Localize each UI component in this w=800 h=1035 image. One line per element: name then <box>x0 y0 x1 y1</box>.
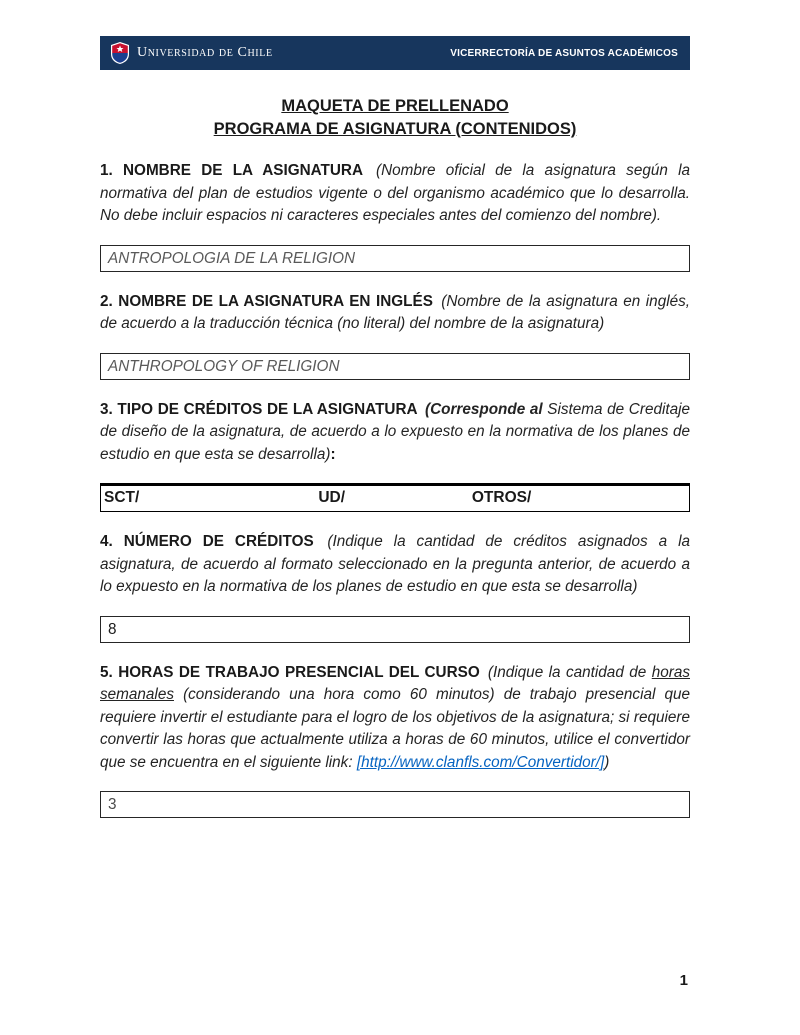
section-4-description: (Indique la cantidad de créditos asignados a la asignatura, de acuerdo al formato seleccionado en la pregunta anterior, de acuerdo a lo expuesto en la normativa de los planes de estudio en que esta se desarrolla) <box>100 533 691 595</box>
presential-hours-field[interactable]: 3 <box>100 791 690 818</box>
title-line-2: PROGRAMA DE ASIGNATURA (CONTENIDOS) <box>213 120 577 138</box>
section-1-title: 1. NOMBRE DE LA ASIGNATURA <box>100 162 364 179</box>
course-name-english-field[interactable]: ANTHROPOLOGY OF RELIGION <box>100 353 690 380</box>
convertidor-link[interactable]: [http://www.clanfls.com/Convertidor/] <box>356 753 605 771</box>
university-crest-icon <box>110 41 130 65</box>
section-2-title: 2. NOMBRE DE LA ASIGNATURA EN INGLÉS <box>100 292 433 310</box>
section-4-title: 4. NÚMERO DE CRÉDITOS <box>100 533 314 550</box>
credit-type-row <box>100 483 690 512</box>
section-5-description-post: ) <box>604 753 610 771</box>
section-5-title: 5. HORAS DE TRABAJO PRESENCIAL DEL CURSO <box>100 663 480 681</box>
section-2-heading <box>100 291 690 336</box>
page-number: 1 <box>679 972 688 989</box>
section-3-description-lead: (Corresponde al <box>424 400 548 418</box>
course-name-field[interactable]: ANTROPOLOGIA DE LA RELIGION <box>100 245 690 272</box>
university-logo <box>110 41 273 65</box>
section-3-title: 3. TIPO DE CRÉDITOS DE LA ASIGNATURA <box>100 400 418 418</box>
section-1-heading <box>100 160 690 228</box>
section-3-colon: : <box>330 445 336 463</box>
section-4-heading <box>100 531 690 599</box>
credit-option-otros[interactable]: OTROS/ <box>471 489 532 506</box>
credit-option-ud[interactable]: UD/ <box>318 489 346 506</box>
title-line-1: MAQUETA DE PRELLENADO <box>281 97 509 115</box>
credit-option-sct[interactable]: SCT/ <box>104 489 140 506</box>
section-3-description: Sistema de Creditaje de diseño de la asignatura, de acuerdo a lo expuesto en la normativa de los planes de estudio en que esta se desarrolla <box>100 400 691 463</box>
section-1-description: (Nombre oficial de la asignatura según la normativa del plan de estudios vigente o del organismo académico que lo desarrolla. No debe incluir espacios ni caracteres especiales antes del comienzo del nombre). <box>100 162 690 224</box>
header-bar <box>100 36 690 70</box>
section-5-description-underlined: horas semanales <box>100 663 690 703</box>
section-5-heading <box>100 662 690 775</box>
document-title <box>100 95 690 141</box>
section-2-description: (Nombre de la asignatura en inglés, de acuerdo a la traducción técnica (no literal) del nombre de la asignatura) <box>100 292 691 332</box>
section-5-description-mid: (considerando una hora como 60 minutos) de trabajo presencial que requiere invertir el estudiante para el logro de los objetivos de la asignatura; si requiere convertir las horas que actualmente utiliza a horas de 60 minutos, utilice el convertidor que se encuentra en el siguiente link: <box>100 686 690 771</box>
section-3-heading <box>100 399 690 467</box>
university-wordmark: Universidad de Chile <box>137 45 273 60</box>
header-unit-label: VICERRECTORÍA DE ASUNTOS ACADÉMICOS <box>450 47 678 59</box>
section-3-description-close: ) <box>325 445 331 463</box>
credits-number-field[interactable]: 8 <box>100 616 690 643</box>
section-5-description-pre: (Indique la cantidad de <box>487 663 652 681</box>
